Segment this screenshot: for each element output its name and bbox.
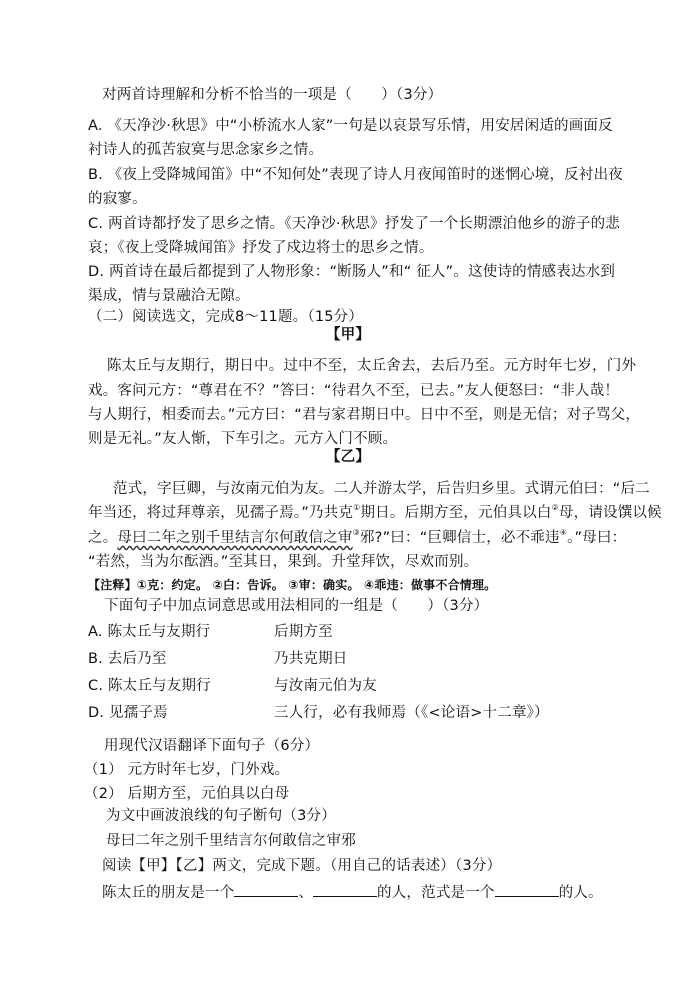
- q3-sentence-2: （2） 后期方至，元伯具以白母: [84, 786, 290, 802]
- answer-blank-1[interactable]: [234, 882, 298, 897]
- q2-option-a-left: A. 陈太丘与友期行: [88, 624, 211, 640]
- q5-text-1: 陈太丘的朋友是一个: [102, 885, 235, 901]
- wavy-underlined-sentence: 母曰二年之别千里结言尔何敢信之审: [117, 530, 353, 546]
- q1-option-d-line1: D. 两首诗在最后都提到了人物形象：“断肠人”和“ 征人”。这使诗的情感表达水到: [88, 264, 616, 280]
- passage-jia-line3: 与人期行，相委而去。”元方曰：“君与家君期日中。日中不至，则是无信；对子骂父，: [88, 407, 641, 423]
- q5-text-2: 的人，范式是一个: [377, 885, 495, 901]
- footnote-marker-3: ③: [352, 528, 360, 537]
- q2-option-c-right: 与汝南元伯为友: [274, 678, 377, 694]
- q2-option-b-right: 乃共克期日: [274, 651, 348, 667]
- footnote-marker-2: ②: [551, 503, 559, 512]
- passage-jia-line1: 陈太丘与友期行，期日中。过中不至，太丘舍去，去后乃至。元方时年七岁，门外: [107, 358, 637, 374]
- q2-option-d-right: 三人行，必有我师焉（《<论语>十二章》）: [274, 705, 549, 721]
- q3-stem: 用现代汉语翻译下面句子（6分）: [104, 738, 320, 754]
- passage-jia-line4: 则是无礼。”友人惭，下车引之。元方入门不顾。: [88, 431, 398, 447]
- passage-yi-line4: “若然，当为尔酝酒。”至其日，果到。升堂拜饮，尽欢而别。: [88, 554, 479, 570]
- footnote-marker-1: ①: [353, 503, 361, 512]
- q5-separator: 、: [298, 885, 314, 901]
- q5-text-3: 的人。: [558, 885, 603, 901]
- q2-option-c-left: C. 陈太丘与友期行: [88, 678, 211, 694]
- q5-stem: 阅读【甲】【乙】两文，完成下题。（用自己的话表述）（3分）: [102, 858, 502, 874]
- q2-stem: 下面句子中加点词意思或用法相同的一组是（ ）（3分）: [104, 598, 489, 614]
- q2-option-a-right: 后期方至: [274, 624, 333, 640]
- passage-yi-line2-part3: 母，请设馔以候: [558, 505, 662, 521]
- q1-option-a-line1: A. 《天净沙·秋思》中“小桥流水人家”一句是以哀景写乐情，用安居闲适的画面反: [88, 118, 613, 134]
- passage-yi-heading: 【乙】: [325, 449, 371, 465]
- q2-option-a: [88, 622, 210, 642]
- passage-yi-line3-part2: 邪?”曰：“巨卿信士，必不乖违: [359, 530, 560, 546]
- q2-option-b-left: B. 去后乃至: [88, 651, 167, 667]
- passage-yi-line3-part1: 之。: [88, 530, 118, 546]
- q1-stem: 对两首诗理解和分析不恰当的一项是（ ）（3分）: [102, 87, 443, 103]
- q2-option-b: [88, 649, 167, 669]
- passage-jia-heading: 【甲】: [325, 327, 371, 343]
- q2-option-c: [88, 676, 211, 696]
- q2-option-d-left: D. 见孺子焉: [88, 705, 168, 721]
- q1-option-c-line1: C. 两首诗都抒发了思乡之情。《天净沙·秋思》抒发了一个长期漂泊他乡的游子的悲: [88, 216, 620, 232]
- q1-option-b-line2: 的寂寥。: [88, 191, 147, 207]
- q3-sentence-1: （1） 元方时年七岁，门外戏。: [84, 762, 290, 778]
- answer-blank-2[interactable]: [313, 882, 377, 897]
- q4-stem: 为文中画波浪线的句子断句（3分）: [106, 808, 336, 824]
- passage-yi-line2-part1: 年当还，将过拜尊亲，见孺子焉。”乃共克: [88, 505, 354, 521]
- answer-blank-3[interactable]: [495, 882, 559, 897]
- q1-option-b-line1: B. 《夜上受降城闻笛》中“不知何处”表现了诗人月夜闻笛时的迷惘心境，反衬出夜: [88, 167, 623, 183]
- q1-option-a-line2: 衬诗人的孤苦寂寞与思念家乡之情。: [88, 142, 324, 158]
- passage-yi-line2-part2: 期日。后期方至，元伯具以白: [360, 505, 552, 521]
- passage-yi-line3-part3: 。”母曰：: [567, 530, 627, 546]
- annotation-note: 【注释】①克：约定。 ②白：告诉。 ③审：确实。 ④乖违：做事不合情理。: [88, 578, 497, 592]
- q5-fill-line: [102, 882, 603, 903]
- passage-yi-line1: 范式，字巨卿，与汝南元伯为友。二人并游太学，后告归乡里。式谓元伯曰：“后二: [113, 481, 650, 497]
- footnote-marker-4: ④: [559, 528, 568, 537]
- q1-option-d-line2: 渠成，情与景融洽无隙。: [88, 288, 250, 304]
- passage-yi-line3: [88, 528, 626, 548]
- passage-jia-line2: 戏。客问元方：“尊君在不？”答曰：“待君久不至，已去。”友人便怒曰：“非人哉！: [88, 383, 620, 399]
- q2-option-d: [88, 703, 168, 723]
- q4-sentence: 母曰二年之别千里结言尔何敢信之审邪: [106, 833, 356, 849]
- q1-option-c-line2: 哀；《夜上受降城闻笛》抒发了戍边将士的思乡之情。: [88, 240, 434, 256]
- passage-yi-line2: [88, 503, 662, 523]
- section-2-title: （二）阅读选文，完成8～11题。（15分）: [88, 309, 364, 325]
